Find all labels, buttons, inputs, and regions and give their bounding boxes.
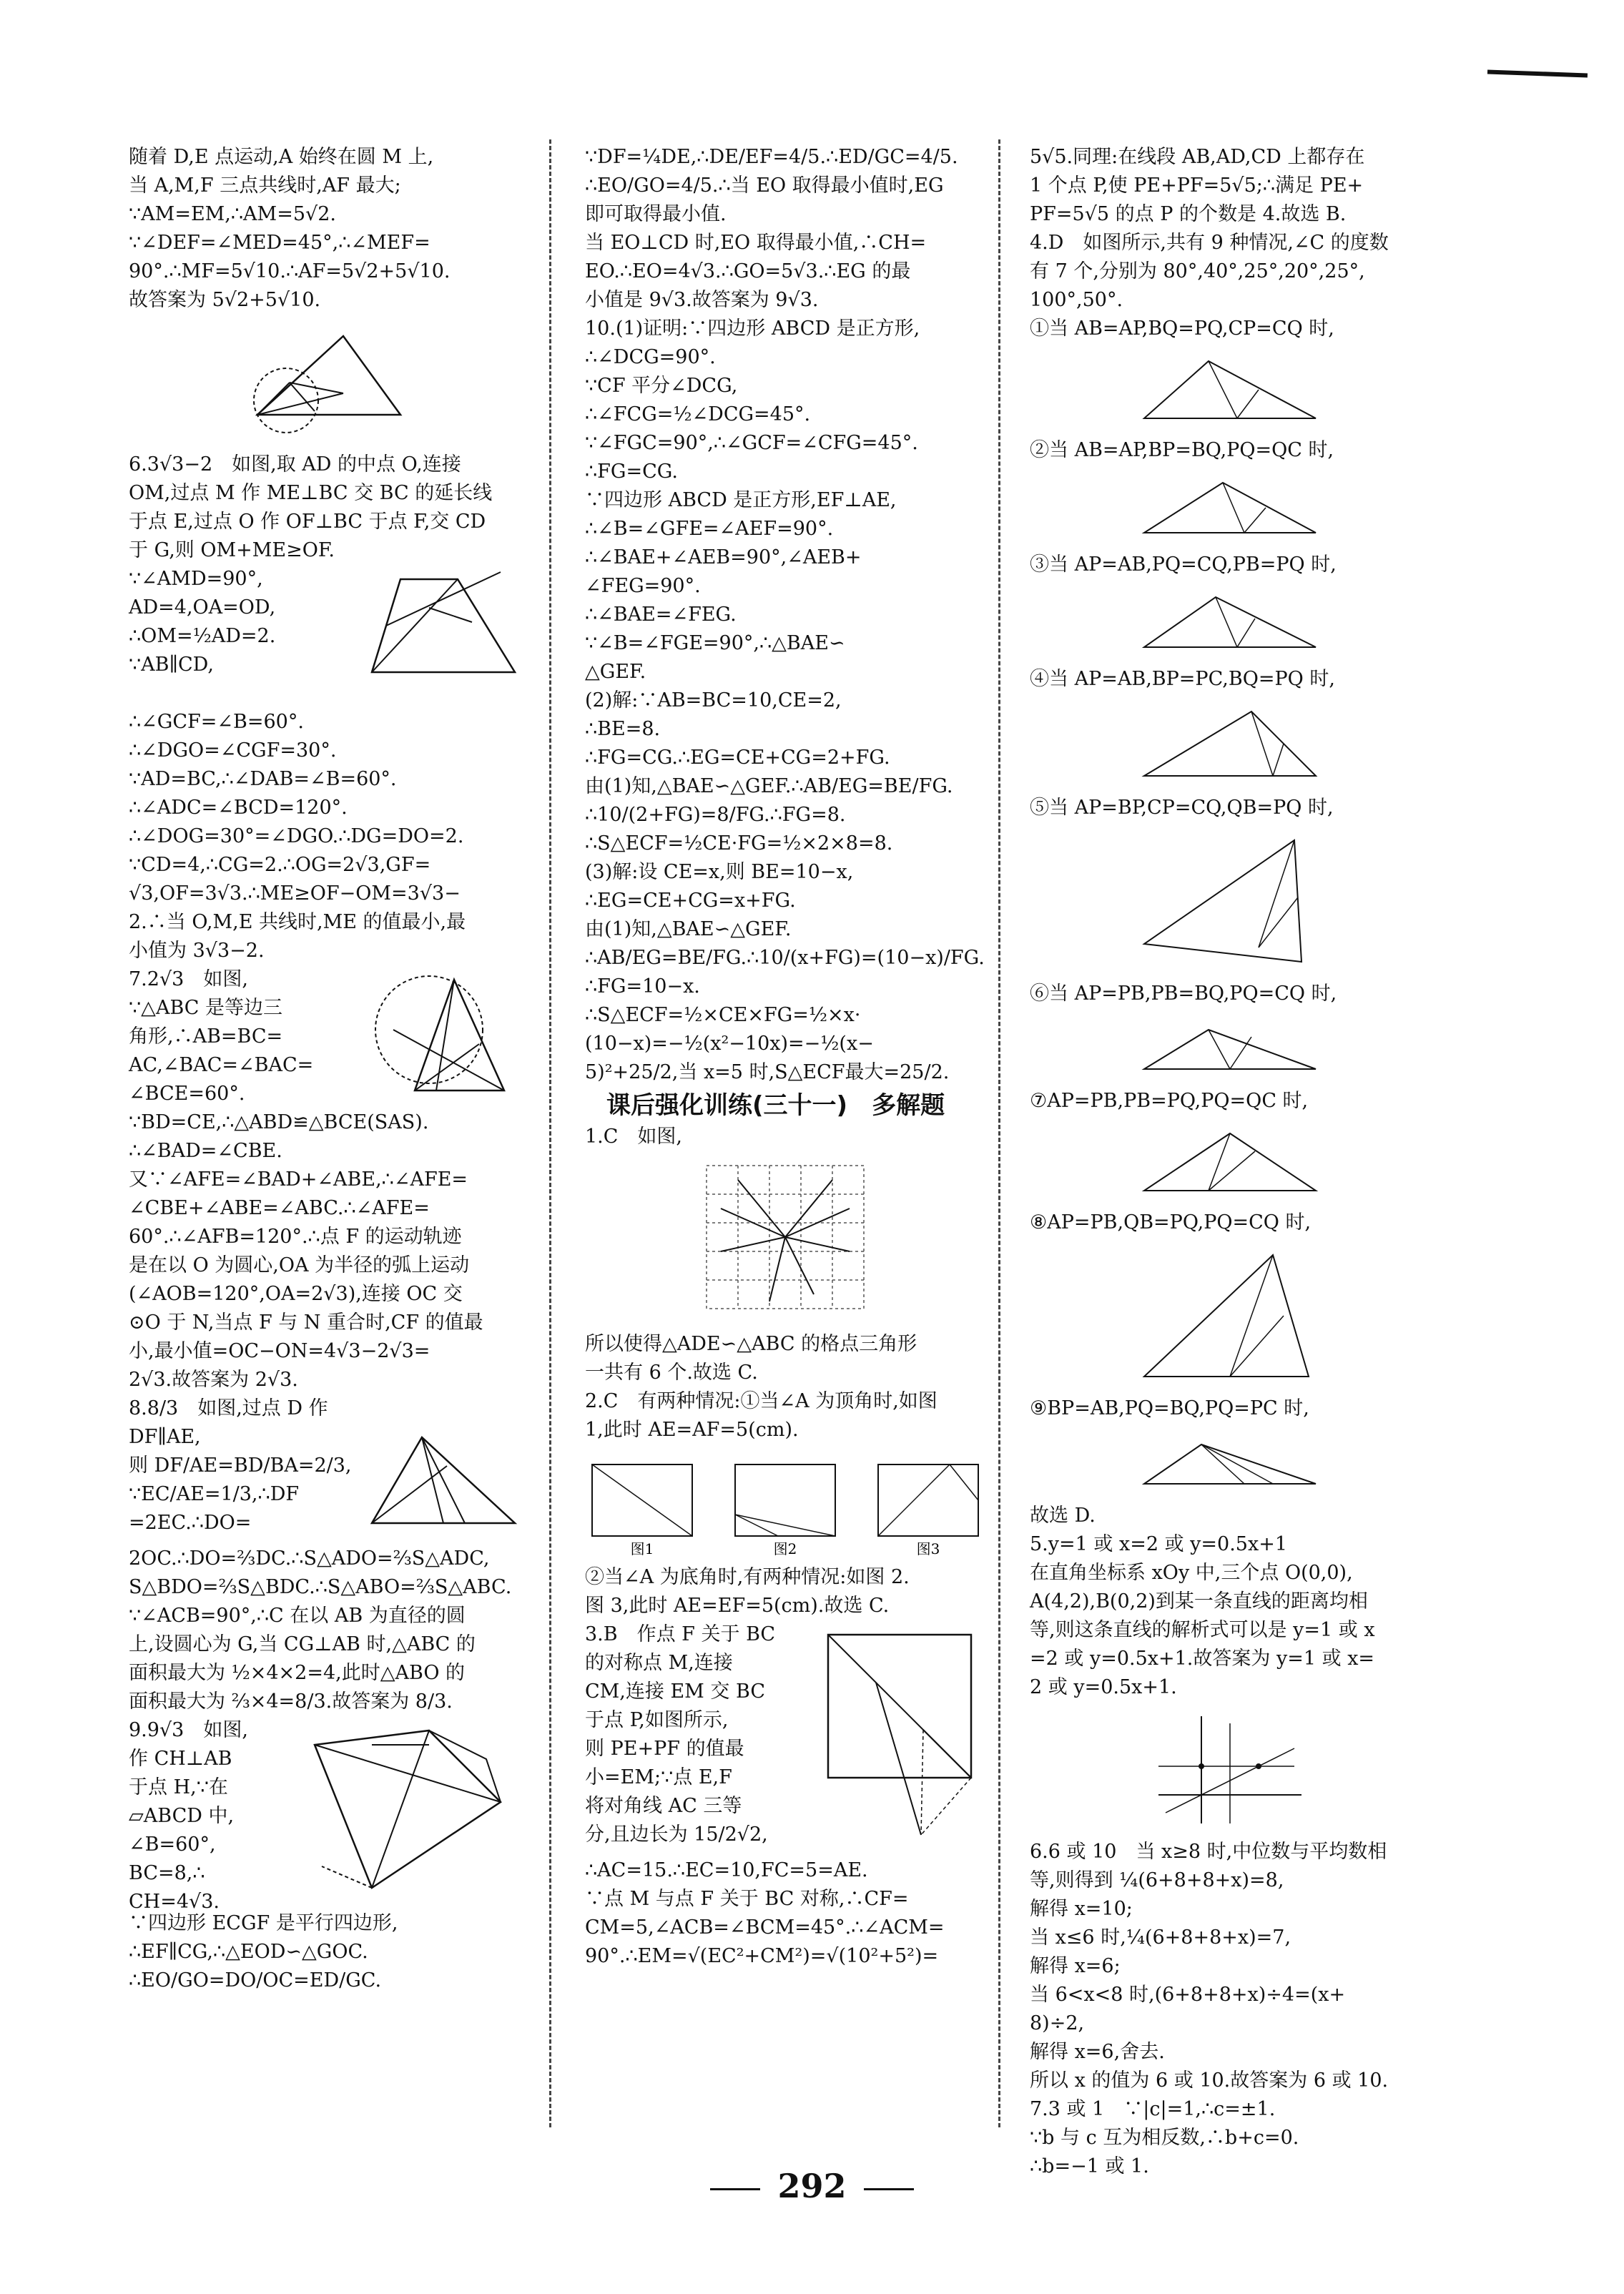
text-line: ∵BD=CE,∴△ABD≌△BCE(SAS). [129,1111,429,1133]
text-line: 1 个点 P,使 PE+PF=5√5;∴满足 PE+ [1030,174,1364,197]
text-line: CH=4√3. [129,1891,220,1913]
text-line: ∴b=−1 或 1. [1030,2155,1149,2177]
q2-figure-2 [728,1450,842,1557]
text-line: 8.8/3 如图,过点 D 作 DF∥AE, [129,1397,335,1448]
text-line: 一共有 6 个.故选 C. [585,1362,758,1384]
text-line: 所以 x 的值为 6 或 10.故答案为 6 或 10. [1030,2069,1389,2092]
figure-q9 [286,1716,522,1902]
text-line: PF=5√5 的点 P 的个数是 4.故选 B. [1030,203,1347,225]
text-line: 面积最大为 ⅔×4=8/3.故答案为 8/3. [129,1690,453,1713]
text-line: 故答案为 5√2+5√10. [129,289,321,311]
text-line: A(4,2),B(0,2)到某一条直线的距离均相 [1030,1590,1368,1613]
text-line: S△BDO=⅔S△BDC.∴S△ABO=⅔S△ABC. [129,1576,512,1598]
text-line: ∴BE=8. [585,718,661,740]
text-line: 在直角坐标系 xOy 中,三个点 O(0,0), [1030,1562,1353,1584]
text-line: 的对称点 M,连接 [585,1652,733,1674]
text-line: 由(1)知,△BAE∽△GEF. [585,918,792,940]
text-line: OM,过点 M 作 ME⊥BC 交 BC 的延长线 [129,482,493,504]
text-line: 则 DF/AE=BD/BA=2/3, [129,1454,352,1477]
page-number [0,2167,1624,2205]
column-right [1030,143,1430,2181]
text-line: 则 PE+PF 的值最 [585,1738,744,1760]
text-line: 所以使得△ADE∽△ABC 的格点三角形 [585,1333,917,1355]
figure-q8 [365,1423,529,1537]
text-line: 1.C 如图, [585,1126,683,1148]
text-line: 当 6<x<8 时,(6+8+8+x)÷4=(x+ [1030,1984,1346,2006]
text-line: 角形,∴AB=BC= [129,1025,283,1048]
text-line: ∴∠BAE=∠FEG. [585,604,737,626]
figure-case-6 [1130,1015,1330,1080]
text-line: 2√3.故答案为 2√3. [129,1369,298,1391]
figure-case-2 [1130,472,1330,543]
figure-coordinate-plane [1151,1709,1309,1831]
text-line: ∴EO/GO=4/5.∴当 EO 取得最小值时,EG [585,174,944,197]
text-line: 于点 E,过点 O 作 OF⊥BC 于点 F,交 CD [129,511,486,533]
figure-case-7 [1130,1123,1330,1201]
figure-q7 [350,965,522,1108]
text-line: 解得 x=10; [1030,1898,1133,1920]
text-line: 上,设圆心为 G,当 CG⊥AB 时,△ABC 的 [129,1633,476,1655]
q2-figures [585,1450,985,1557]
text-line: ∴∠ADC=∠BCD=120°. [129,797,348,819]
column-left [129,143,529,1995]
text-line: ⑤当 AP=BP,CP=CQ,QB=PQ 时, [1030,797,1334,819]
text-line: ∴∠DGO=∠CGF=30°. [129,739,337,762]
text-line: ∵∠DEF=∠MED=45°,∴∠MEF= [129,232,430,254]
text-line: ∴FG=10−x. [585,975,700,998]
text-line: ∴10/(2+FG)=8/FG.∴FG=8. [585,804,846,826]
figure-case-3 [1130,586,1330,658]
text-line: 6.3√3−2 如图,取 AD 的中点 O,连接 [129,453,461,476]
figure-grid-q1 [699,1158,871,1323]
text-line: 面积最大为 ½×4×2=4,此时△ABO 的 [129,1662,466,1684]
text-line: ∴EO/GO=DO/OC=ED/GC. [129,1969,382,1992]
q2-figure-1 [585,1450,699,1557]
text-line: ∵四边形 ECGF 是平行四边形, [129,1912,398,1934]
q2-figure-3 [871,1450,985,1557]
text-line: ∴FG=CG. [585,461,678,483]
text-line: 当 A,M,F 三点共线时,AF 最大; [129,174,401,197]
text-line: ∴∠FCG=½∠DCG=45°. [585,403,811,425]
text-line: ⑧AP=PB,QB=PQ,PQ=CQ 时, [1030,1211,1311,1234]
text-line: ∵AM=EM,∴AM=5√2. [129,203,336,225]
fig-caption: 图1 [630,1540,654,1557]
text-line: 1,此时 AE=AF=5(cm). [585,1419,799,1441]
text-line: (10−x)=−½(x²−10x)=−½(x− [585,1033,874,1055]
text-line: 7.3 或 1 ∵|c|=1,∴c=±1. [1030,2098,1276,2120]
text-line: 小=EM;∵点 E,F [585,1766,732,1788]
figure-case-4 [1130,701,1330,787]
text-line: ∠FEG=90°. [585,575,701,597]
text-line: ∵CF 平分∠DCG, [585,375,738,397]
text-line: 分,且边长为 15/2√2, [585,1823,768,1846]
text-line: ∴∠GCF=∠B=60°. [129,711,304,733]
text-line: ⑦AP=PB,PB=PQ,PQ=QC 时, [1030,1090,1309,1112]
text-line: 随着 D,E 点运动,A 始终在圆 M 上, [129,146,434,168]
text-line: (2)解:∵AB=BC=10,CE=2, [585,689,842,712]
text-line: 等,则得到 ¼(6+8+8+x)=8, [1030,1869,1284,1891]
text-line: 由(1)知,△BAE∽△GEF.∴AB/EG=BE/FG. [585,775,953,797]
text-line: ∵AB∥CD, [129,654,214,676]
corner-mark [1487,70,1588,78]
text-line: 小,最小值=OC−ON=4√3−2√3= [129,1340,430,1362]
text-line: ⑥当 AP=PB,PB=BQ,PQ=CQ 时, [1030,983,1337,1005]
text-line: 又∵∠AFE=∠BAD+∠ABE,∴∠AFE= [129,1168,468,1191]
text-line: ∴FG=CG.∴EG=CE+CG=2+FG. [585,747,890,769]
text-line: ∵b 与 c 互为相反数,∴b+c=0. [1030,2127,1299,2149]
text-line: 小值是 9√3.故答案为 9√3. [585,289,819,311]
text-line: 于点 P,如图所示, [585,1709,729,1731]
text-line: 10.(1)证明:∵四边形 ABCD 是正方形, [585,317,920,340]
text-line: ∴S△ECF=½CE·FG=½×2×8=8. [585,832,893,855]
text-line: 解得 x=6,舍去. [1030,2041,1165,2063]
text-line: (3)解:设 CE=x,则 BE=10−x, [585,861,854,883]
text-line: 5.y=1 或 x=2 或 y=0.5x+1 [1030,1533,1288,1555]
text-line: =2 或 y=0.5x+1.故答案为 y=1 或 x= [1030,1648,1375,1670]
text-line: ∴OM=½AD=2. [129,625,276,647]
text-line: 2 或 y=0.5x+1. [1030,1676,1177,1698]
fig-caption: 图3 [916,1540,940,1557]
text-line: 小值为 3√3−2. [129,940,265,962]
text-line: 作 CH⊥AB [129,1748,232,1770]
text-line: ∴∠B=∠GFE=∠AEF=90°. [585,518,834,540]
text-line: ∠B=60°, [129,1833,216,1856]
text-line: ∴AC=15.∴EC=10,FC=5=AE. [585,1859,868,1881]
text-line: ∠BCE=60°. [129,1083,245,1105]
text-line: ∴∠DOG=30°=∠DGO.∴DG=DO=2. [129,825,464,847]
text-line: △GEF. [585,661,646,683]
text-line: =2EC.∴DO= [129,1512,252,1534]
text-line: 4.D 如图所示,共有 9 种情况,∠C 的度数 [1030,232,1389,254]
text-line: ∴AB/EG=BE/FG.∴10/(x+FG)=(10−x)/FG. [585,947,985,969]
text-line: 图 3,此时 AE=EF=5(cm).故选 C. [585,1595,890,1617]
section-title: 课后强化训练(三十一) 多解题 [606,1091,945,1120]
figure-case-9 [1130,1430,1330,1495]
text-line: 当 EO⊥CD 时,EO 取得最小值,∴CH= [585,232,927,254]
text-line: ①当 AB=AP,BQ=PQ,CP=CQ 时, [1030,317,1334,340]
text-line: ▱ABCD 中, [129,1805,235,1827]
text-line: 5√5.同理:在线段 AB,AD,CD 上都存在 [1030,146,1365,168]
text-line: ③当 AP=AB,PQ=CQ,PB=PQ 时, [1030,553,1337,576]
text-line: 6.6 或 10 当 x≥8 时,中位数与平均数相 [1030,1841,1387,1863]
text-line: ∠CBE+∠ABE=∠ABC.∴∠AFE= [129,1197,430,1219]
text-line: 60°.∴∠AFB=120°.∴点 F 的运动轨迹 [129,1226,462,1248]
text-line: 是在以 O 为圆心,OA 为半径的弧上运动 [129,1254,470,1276]
text-line: CM=5,∠ACB=∠BCM=45°.∴∠ACM= [585,1916,945,1939]
text-line: ∵AD=BC,∴∠DAB=∠B=60°. [129,768,397,790]
text-line: 3.B 作点 F 关于 BC [585,1623,776,1645]
figure-q3 [814,1620,985,1849]
text-line: ⊙O 于 N,当点 F 与 N 重合时,CF 的值最 [129,1311,483,1334]
text-line: ②当∠A 为底角时,有两种情况:如图 2. [585,1566,910,1588]
text-line: ∴∠BAE+∠AEB=90°,∠AEB+ [585,546,862,568]
text-line: 当 x≤6 时,¼(6+8+8+x)=7, [1030,1926,1291,1949]
text-line: ②当 AB=AP,BP=BQ,PQ=QC 时, [1030,439,1334,461]
text-line: √3,OF=3√3.∴ME≥OF−OM=3√3− [129,882,461,905]
figure-q6 [358,565,529,686]
text-line: (∠AOB=120°,OA=2√3),连接 OC 交 [129,1283,463,1305]
text-line: 2.C 有两种情况:①当∠A 为顶角时,如图 [585,1390,938,1412]
text-line: ∴EG=CE+CG=x+FG. [585,890,796,912]
column-middle [585,143,985,1971]
text-line: BC=8,∴ [129,1862,205,1884]
text-line: ∵∠B=∠FGE=90°,∴△BAE∽ [585,632,845,654]
figure-case-8 [1130,1244,1330,1387]
text-line: 2OC.∴DO=⅔DC.∴S△ADO=⅔S△ADC, [129,1547,490,1570]
text-line: 于 G,则 OM+ME≥OF. [129,539,335,561]
text-line: ∴∠BAD=∠CBE. [129,1140,282,1162]
text-line: 9.9√3 如图, [129,1719,248,1741]
text-line: ∵四边形 ABCD 是正方形,EF⊥AE, [585,489,897,511]
text-line: AC,∠BAC=∠BAC= [129,1054,314,1076]
text-line: 于点 H,∵在 [129,1776,228,1798]
text-line: ∴S△ECF=½×CE×FG=½×x· [585,1004,861,1026]
text-line: 90°.∴EM=√(EC²+CM²)=√(10²+5²)= [585,1945,939,1967]
figure-case-1 [1130,350,1330,429]
column-divider [549,139,551,2127]
text-line: 有 7 个,分别为 80°,40°,25°,20°,25°, [1030,260,1365,282]
text-line: ④当 AP=AB,BP=PC,BQ=PQ 时, [1030,668,1335,690]
text-line: ∵DF=¼DE,∴DE/EF=4/5.∴ED/GC=4/5. [585,146,958,168]
text-line: ∴EF∥CG,∴△EOD∽△GOC. [129,1941,368,1963]
text-line: 故选 D. [1030,1505,1096,1527]
page-number-value: 292 [777,2167,847,2205]
column-divider [998,139,1000,2127]
fig-caption: 图2 [773,1540,797,1557]
text-line: ⑨BP=AB,PQ=BQ,PQ=PC 时, [1030,1397,1309,1419]
text-line: ∵△ABC 是等边三 [129,997,283,1019]
text-line: 即可取得最小值. [585,203,727,225]
text-line: ∵∠ACB=90°,∴C 在以 AB 为直径的圆 [129,1605,466,1627]
text-line: 7.2√3 如图, [129,968,248,990]
text-line: ∵CD=4,∴CG=2.∴OG=2√3,GF= [129,854,431,876]
text-line: 等,则这条直线的解析式可以是 y=1 或 x [1030,1619,1375,1641]
text-line: 90°.∴MF=5√10.∴AF=5√2+5√10. [129,260,451,282]
figure-case-5 [1130,830,1330,973]
text-line: 100°,50°. [1030,289,1123,311]
text-line: ∵EC/AE=1/3,∴DF [129,1483,300,1505]
text-line: ∵点 M 与点 F 关于 BC 对称,∴CF= [585,1888,909,1910]
text-line: ∵∠AMD=90°, [129,568,263,590]
text-line: 5)²+25/2,当 x=5 时,S△ECF最大=25/2. [585,1061,950,1083]
text-line: 8)÷2, [1030,2012,1085,2034]
text-line: AD=4,OA=OD, [129,596,276,619]
text-line: 解得 x=6; [1030,1955,1121,1977]
text-line: 2.∴当 O,M,E 共线时,ME 的值最小,最 [129,911,466,933]
text-line: EO.∴EO=4√3.∴GO=5√3.∴EG 的最 [585,260,911,282]
text-line: ∵∠FGC=90°,∴∠GCF=∠CFG=45°. [585,432,918,454]
figure-q5 [236,322,422,443]
text-line: ∴∠DCG=90°. [585,346,716,368]
text-line: 将对角线 AC 三等 [585,1795,742,1817]
text-line: CM,连接 EM 交 BC [585,1680,765,1703]
